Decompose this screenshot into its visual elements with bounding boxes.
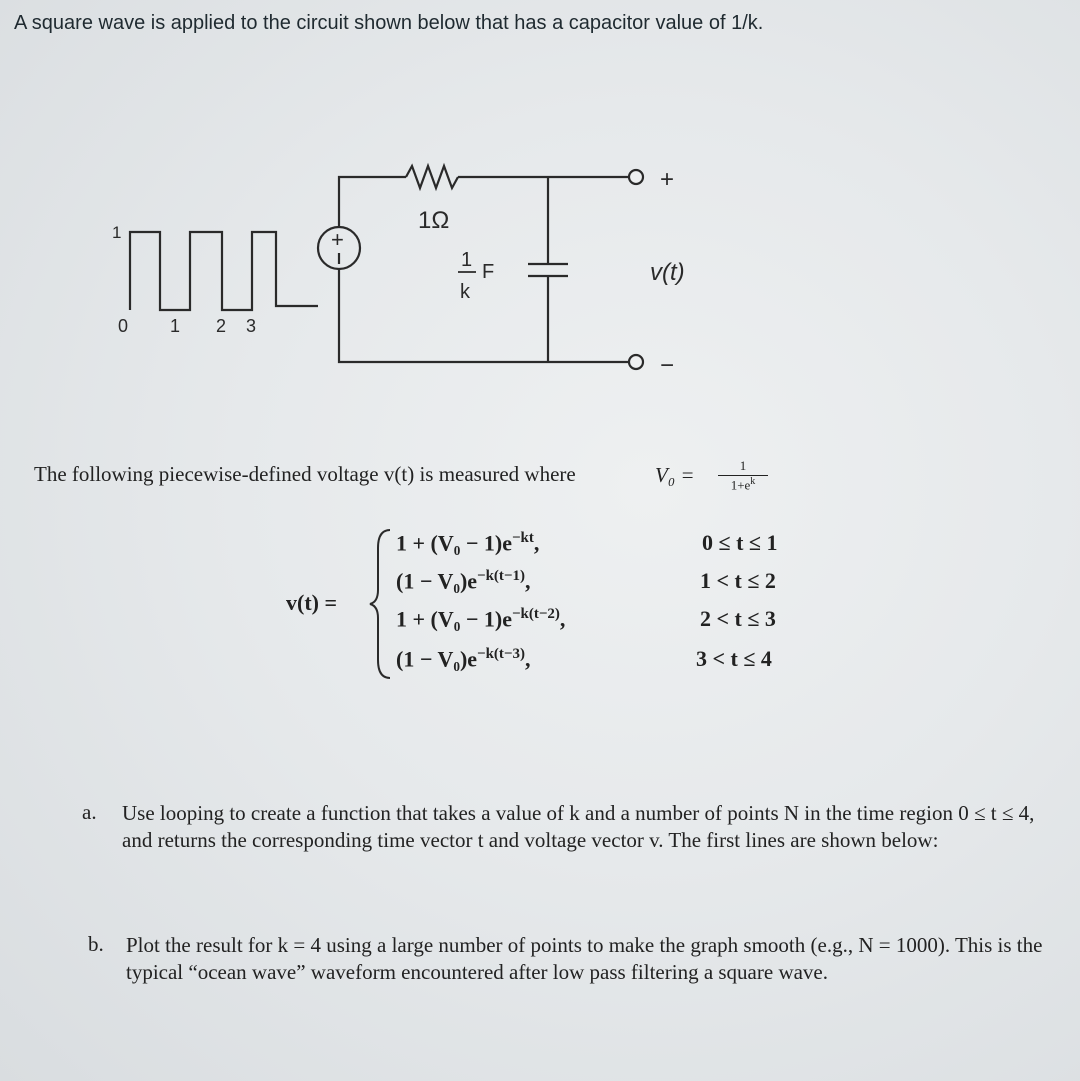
out-label: v(t)	[650, 259, 685, 286]
square-wave	[130, 232, 318, 310]
description-text: The following piecewise-defined voltage v(t) is measured where	[34, 462, 576, 486]
vo-numerator: 1	[718, 458, 768, 476]
circuit-diagram	[0, 140, 760, 400]
square-tick-1: 1	[170, 316, 181, 336]
resistor-label: 1Ω	[418, 207, 450, 234]
question-a-text: Use looping to create a function that takes a value of k and a number of points N in the time region 0 ≤ t ≤ 4, and returns the corresponding time vector t and voltage vector v. The first lines are shown below:	[122, 801, 1035, 852]
question-b-text: Plot the result for k = 4 using a large number of points to make the graph smooth (e.g., N = 1000). This is the typical “ocean wave” waveform encountered after low pass filtering a square wave.	[126, 933, 1043, 984]
question-a-letter: a.	[82, 800, 97, 824]
out-minus: −	[660, 352, 675, 379]
vt-label: v(t) =	[286, 590, 338, 615]
piecewise-brace	[368, 524, 398, 684]
case-cond-2: 1 < t ≤ 2	[700, 568, 776, 593]
square-tick-2: 2	[216, 316, 227, 336]
square-tick-0: 0	[118, 316, 129, 336]
cap-unit: F	[482, 261, 495, 283]
intro-text: A square wave is applied to the circuit shown below that has a capacitor value of 1/k.	[14, 12, 764, 34]
case-cond-4: 3 < t ≤ 4	[696, 646, 772, 671]
cap-num: 1	[461, 249, 473, 271]
out-plus: +	[660, 166, 675, 193]
case-cond-3: 2 < t ≤ 3	[700, 606, 776, 631]
case-cond-1: 0 ≤ t ≤ 1	[702, 530, 778, 555]
vo-label: V₀ =	[655, 463, 695, 487]
case-expr-3: $1 + (V_0 - 1)e^{-k(t-2)}$,	[396, 606, 566, 632]
case-expr-4: $(1 - V_0)e^{-k(t-3)}$,	[396, 646, 531, 672]
case-expr-2: $(1 - V_0)e^{-k(t-1)}$,	[396, 568, 531, 594]
square-tick-3: 3	[246, 316, 257, 336]
source-plus: +	[331, 227, 344, 252]
question-b-letter: b.	[88, 932, 104, 956]
resistor	[406, 166, 458, 188]
vo-fraction	[718, 458, 768, 493]
cap-den: k	[460, 281, 470, 303]
case-expr-1: $1 + (V_0 - 1)e^{-kt}$,	[396, 530, 540, 556]
output-terminal-minus	[629, 355, 643, 369]
vo-denominator: $1+e^k$	[730, 476, 756, 493]
output-terminal-plus	[629, 170, 643, 184]
square-amplitude-label: 1	[112, 223, 122, 242]
